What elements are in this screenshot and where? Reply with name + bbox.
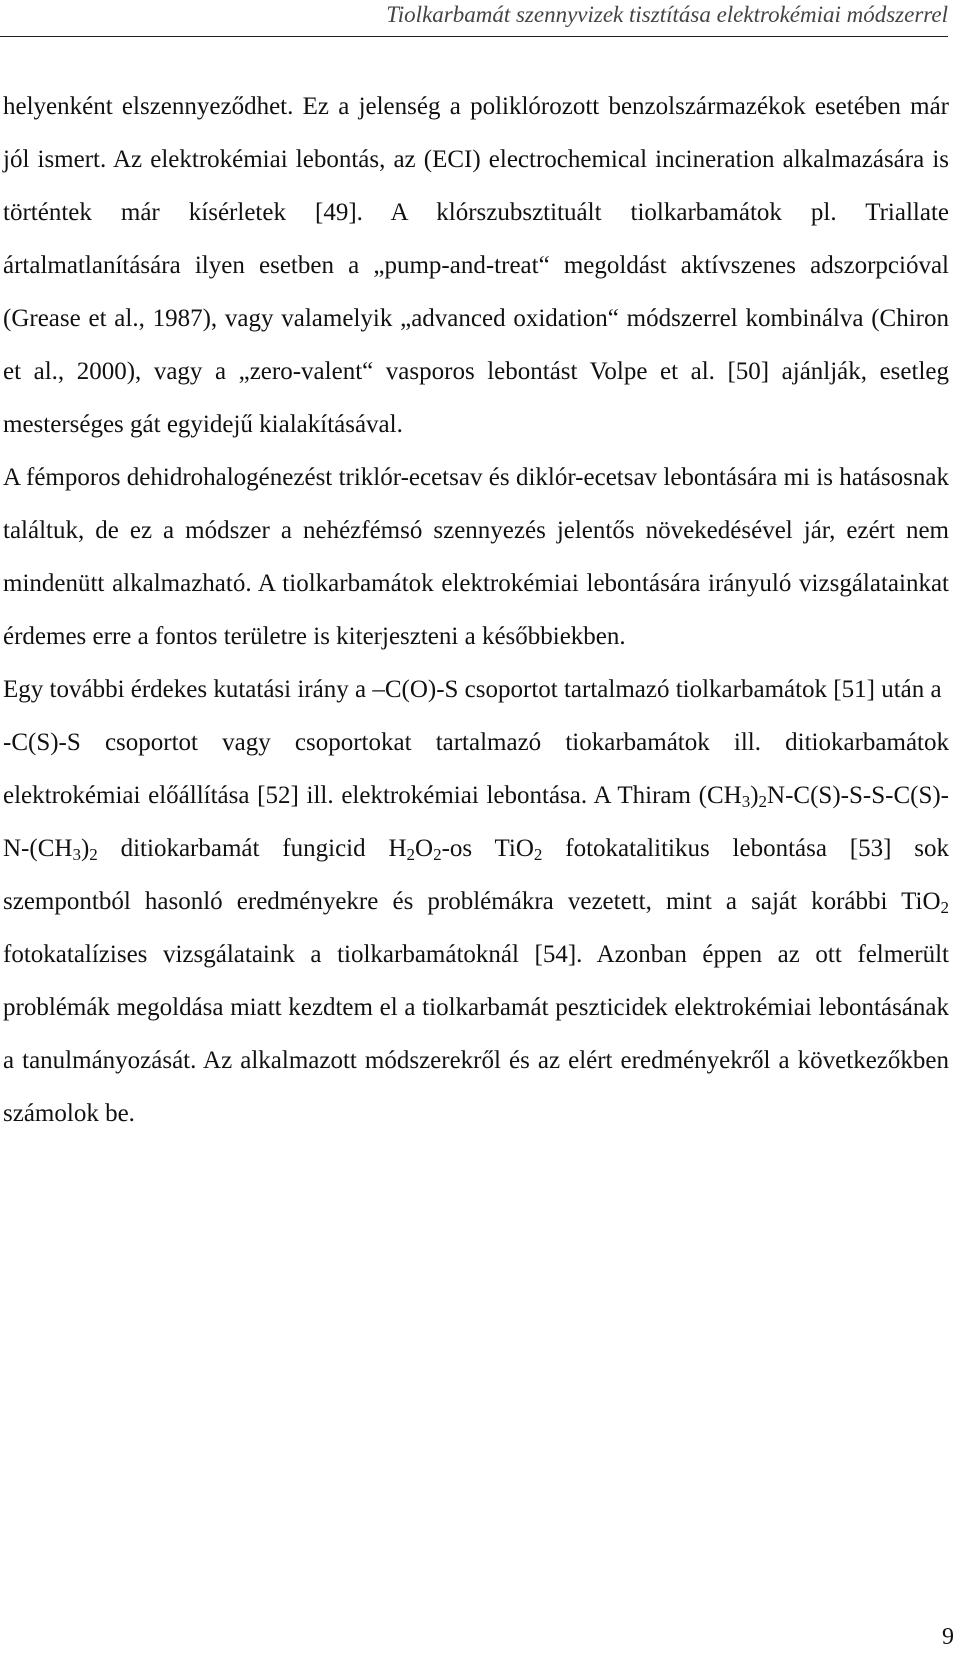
text-run: -os TiO bbox=[441, 835, 534, 862]
page-number: 9 bbox=[942, 1624, 954, 1650]
paragraph-1: helyenként elszennyeződhet. Ez a jelenség a poliklórozott benzolszármazékok esetében már jól ismert. Az elektrokémiai lebontás, az (ECI) electrochemical incineration alkalmazására is történtek már kísérletek [49]. A klórszubsztituált tiolkarbamátok pl. Triallate ártalmatlanítására ilyen esetben a „pump-and-treat“ megoldást aktívszenes adszorpcióval (Grease et al., 1987), vagy valamelyik „advanced oxidation“ módszerrel kombinálva (Chiron et al., 2000), vagy a „zero-valent“ vasporos lebontást Volpe et al. [50] ajánlják, esetleg mesterséges gát egyidejű kialakításával. bbox=[3, 93, 949, 438]
subscript: 3 bbox=[72, 845, 81, 864]
subscript: 2 bbox=[940, 898, 949, 917]
subscript: 2 bbox=[533, 845, 543, 864]
text-run: fotokatalízises vizsgálataink a tiolkarbamátoknál [54]. Azonban éppen az ott felmerült problémák megoldása miatt kezdtem el a tiolkarbamát peszticidek elektrokémiai lebontásának a tanulmányozását. Az alkalmazott módszerekről és az elért eredményekről a következőkben számolok be. bbox=[3, 941, 949, 1127]
text-run: N-C(S)-S-S-C(S)-N-(CH bbox=[3, 782, 949, 862]
text-run: -C(S)-S csoportot vagy csoportokat tartalmazó tiokarbamátok ill. ditiokarbamátok elektrokémiai előállítása [52] ill. elektrokémiai lebontása. A Thiram (CH bbox=[3, 729, 949, 809]
body-text bbox=[3, 80, 949, 1140]
paragraph-3: Egy további érdekes kutatási irány a –C(O)-S csoportot tartalmazó tiolkarbamátok [51] után a bbox=[3, 676, 942, 703]
paragraph-2: A fémporos dehidrohalogénezést triklór-ecetsav és diklór-ecetsav lebontására mi is hatásosnak találtuk, de ez a módszer a nehézfémsó szennyezés jelentős növekedésével jár, ezért nem mindenütt alkalmazható. A tiolkarbamátok elektrokémiai lebontására irányuló vizsgálatainkat érdemes erre a fontos területre is kiterjeszteni a későbbiekben. bbox=[3, 464, 949, 650]
text-run: ) bbox=[80, 835, 90, 862]
text-run: ditiokarbamát fungicid H bbox=[97, 835, 407, 862]
header-title: Tiolkarbamát szennyvizek tisztítása elektrokémiai módszerrel bbox=[386, 2, 948, 27]
subscript: 2 bbox=[406, 845, 416, 864]
text-run: ) bbox=[750, 782, 759, 809]
subscript: 2 bbox=[433, 845, 442, 864]
text-run: O bbox=[415, 835, 434, 862]
text-run: fotokatalitikus lebontása [53] sok szempontból hasonló eredményekre és problémákra vezetett, mint a saját korábbi TiO bbox=[3, 835, 949, 915]
subscript: 3 bbox=[741, 792, 751, 811]
paragraph-4 bbox=[3, 716, 949, 1140]
subscript: 2 bbox=[758, 792, 768, 811]
running-header bbox=[0, 0, 948, 37]
subscript: 2 bbox=[89, 845, 98, 864]
